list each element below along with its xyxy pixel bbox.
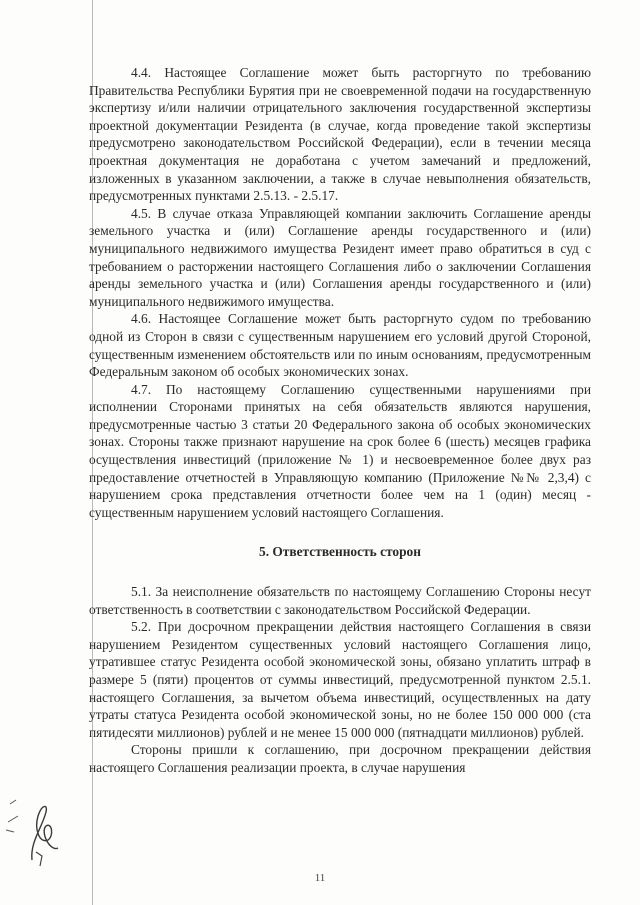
clause-4-7: 4.7. По настоящему Соглашению существенными нарушениями при исполнении Сторонами принятых на себя обязательств являются нарушения, предусмотренные частью 3 статьи 20 Федерального закона об особых экономических зонах. Стороны также признают нарушение на срок более 6 (шесть) месяцев графика осуществления инвестиций (приложение № 1) и несвоевременное более двух раз предоставление отчетностей в Управляющую компанию (Приложение №№ 2,3,4) с нарушением срока представления отчетности более чем на 1 (один) месяц - существенным нарушением условий настоящего Соглашения. [89,381,591,520]
handwritten-signature [2,782,62,872]
page-number: 11 [314,872,326,884]
clause-5-1: 5.1. За неисполнение обязательств по настоящему Соглашению Стороны несут ответственность в соответствии с законодательством Российской Федерации. [89,584,591,617]
section-5-heading: 5. Ответственность сторон [259,544,421,560]
clause-5-2: 5.2. При досрочном прекращении действия настоящего Соглашения в связи нарушением Резидентом существенных условий настоящего Соглашения лицо, утратившее статус Резидента особой экономической зоны, обязано уплатить штраф в размере 5 (пяти) процентов от суммы инвестиций, предусмотренной пунктом 2.5.1. настоящего Соглашения, за вычетом объема инвестиций, осуществленных на дату утраты статуса Резидента особой экономической зоны, но не более 150 000 000 (ста пятидесяти миллионов) рублей и не менее 15 000 000 (пятнадцати миллионов) рублей. [89,619,591,740]
clause-4-6: 4.6. Настоящее Соглашение может быть расторгнуто судом по требованию одной из Сторон в связи с существенным нарушением его условий другой Стороной, существенным изменением обстоятельств или по иным основаниям, предусмотренным Федеральным законом об особых экономических зонах. [89,311,591,380]
document-body [89,64,591,777]
clause-4-4: 4.4. Настоящее Соглашение может быть расторгнуто по требованию Правительства Республики Бурятия при не своевременной подачи на государственную экспертизу и/или наличии отрицательного заключения государственной экспертизы проектной документации Резидента (в случае, когда проведение такой экспертизы предусмотрено законодательством Российской Федерации), если в течении месяца проектная документация не доработана с учетом замечаний и предложений, изложенных в указанном заключении, а также в случае невыполнения обязательств, предусмотренных пунктами 2.5.13. - 2.5.17. [89,65,591,204]
clause-5-2-continuation: Стороны пришли к соглашению, при досрочном прекращении действия настоящего Соглашения реализации проекта, в случае нарушения [89,742,591,775]
clause-4-5: 4.5. В случае отказа Управляющей компании заключить Соглашение аренды земельного участка и (или) Соглашение аренды государственного и (или) муниципального недвижимого имущества Резидент имеет право обратиться в суд с требованием о расторжении настоящего Соглашения либо о заключении Соглашения аренды земельного участка и (или) Соглашения аренды государственного и (или) муниципального недвижимого имущества. [89,205,591,309]
